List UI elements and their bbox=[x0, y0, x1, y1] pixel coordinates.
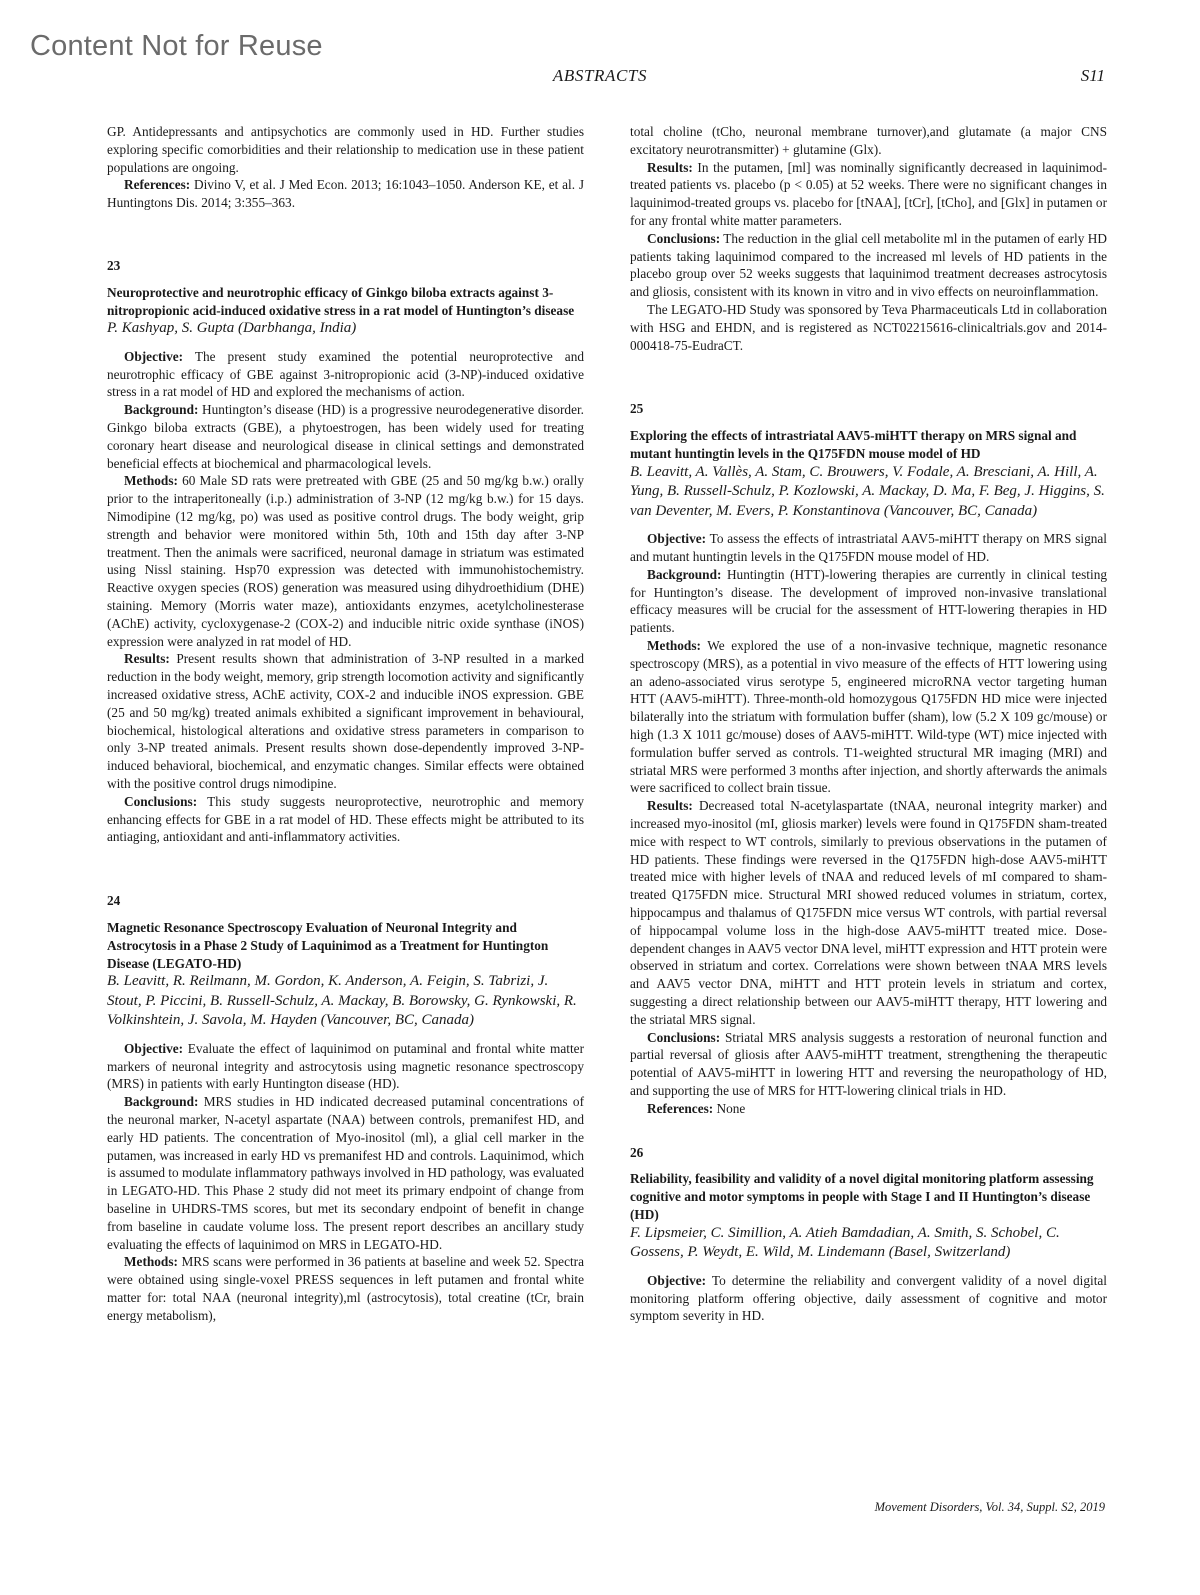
methods-paragraph bbox=[107, 1253, 584, 1324]
conclusions-text: The reduction in the glial cell metabolite ml in the putamen of early HD patients taking laquinimod compared to the increased ml levels of HD patients in the placebo group over 52 weeks suggests that laquinimod treatment decreases astrocytosis and gliosis, consistent with its known in vitro and in vivo effects on neuroinflammation. bbox=[630, 230, 1107, 300]
methods-label: Methods: bbox=[647, 638, 701, 654]
results-label: Results: bbox=[124, 651, 170, 667]
objective-text: The present study examined the potential neuroprotective and neurotrophic efficacy of GBE against 3-nitropropionic acid (3-NP)-induced oxidative stress in a rat model of HD and explored the mechanisms of action. bbox=[107, 348, 584, 400]
objective-paragraph bbox=[630, 1272, 1107, 1325]
background-label: Background: bbox=[124, 1094, 199, 1110]
objective-paragraph bbox=[107, 348, 584, 401]
references-text: None bbox=[713, 1100, 746, 1116]
abstract-number: 26 bbox=[630, 1144, 644, 1160]
background-text: Huntington’s disease (HD) is a progressive neurodegenerative disorder. Ginkgo biloba extracts (GBE), a phytoestrogen, has been widely used for treating coronary heart disease and neurological disease in clinical settings and demonstrated beneficial effects at biochemical and pharmacological levels. bbox=[107, 402, 584, 471]
background-paragraph bbox=[630, 566, 1107, 637]
conclusions-label: Conclusions: bbox=[124, 793, 198, 809]
abstract-title: Neuroprotective and neurotrophic efficacy of Ginkgo biloba extracts against 3-nitropropionic acid-induced oxidative stress in a rat model of Huntington’s disease bbox=[107, 284, 575, 318]
results-text: Present results shown that administration of 3-NP resulted in a marked reduction in the body weight, memory, grip strength locomotion activity and significantly increased oxidative stress, AChE activity, COX-2 and inducible iNOS expression. GBE (25 and 50 mg/kg) treated animals exhibited a significant improvement in behavioural, biochemical, histological alterations and oxidative stress parameters in comparison to only 3-NP treated animals. Present results shown dose-dependently improved 3-NP-induced behavioral, biochemical, and enzymatic changes. Similar effects were obtained with the positive control drugs nimodipine. bbox=[107, 651, 584, 791]
right-column bbox=[630, 123, 1107, 1325]
abstract-authors: B. Leavitt, A. Vallès, A. Stam, C. Brouwers, V. Fodale, A. Bresciani, A. Hill, A. Yung, B. Russell-Schulz, P. Kozlowski, A. Mackay, D. Ma, F. Beg, J. Higgins, S. van Deventer, M. Evers, P. Konstantinova (Vancouver, BC, Canada) bbox=[630, 463, 1105, 519]
methods-text: 60 Male SD rats were pretreated with GBE (25 and 50 mg/kg b.w.) orally prior to the intraperitoneally (i.p.) administration of 3-NP (12 mg/kg b.w.) for 15 days. Nimodipine (12 mg/kg, po) was used as positive control drugs. The body weight, grip strength and behavior were monitored within 5th, 10th and 15th day after 3-NP treatment. Then the animals were sacrificed, neuronal damage in striatum was estimated using Nissl staining. Hsp70 expression was detected with immunohistochemistry. Reactive oxygen species (ROS) generation was measured using dihydroethidium (DHE) staining. Memory (Morris water maze), antioxidants enzymes, acetylcholinesterase (AChE) activity, cycloxygenase-2 (COX-2) and inducible nitric oxide synthase (iNOS) expression were analyzed in rat model of HD. bbox=[107, 473, 584, 649]
conclusions-label: Conclusions: bbox=[647, 1029, 721, 1045]
objective-paragraph bbox=[107, 1040, 584, 1093]
objective-text: To determine the reliability and convergent validity of a novel digital monitoring platform offering objective, daily assessment of cognitive and motor symptom severity in HD. bbox=[630, 1272, 1107, 1324]
background-label: Background: bbox=[647, 566, 722, 582]
references-paragraph bbox=[630, 1100, 1107, 1118]
methods-paragraph bbox=[630, 637, 1107, 797]
sponsor-paragraph: The LEGATO-HD Study was sponsored by Teva Pharmaceuticals Ltd in collaboration with HSG and EHDN, and is registered as NCT02215616-clinicaltrials.gov and 2014-000418-75-EudraCT. bbox=[630, 301, 1107, 353]
methods-label: Methods: bbox=[124, 1254, 178, 1270]
abstract-number: 25 bbox=[630, 401, 644, 417]
conclusions-paragraph bbox=[630, 1029, 1107, 1100]
results-paragraph bbox=[630, 159, 1107, 230]
continued-paragraph: GP. Antidepressants and antipsychotics are commonly used in HD. Further studies exploring specific comorbidities and their relationship to medication use in these patient populations are ongoing. bbox=[107, 124, 584, 175]
abstract-title: Exploring the effects of intrastriatal AAV5-miHTT therapy on MRS signal and mutant huntingtin levels in the Q175FDN mouse model of HD bbox=[630, 428, 1077, 461]
conclusions-paragraph bbox=[630, 230, 1107, 301]
objective-text: Evaluate the effect of laquinimod on putaminal and frontal white matter markers of neuronal integrity and astrocytosis using magnetic resonance spectroscopy (MRS) in patients with early Huntington disease (HD). bbox=[107, 1040, 584, 1092]
running-header: ABSTRACTS bbox=[552, 66, 648, 85]
references-text: Divino V, et al. J Med Econ. 2013; 16:1043–1050. Anderson KE, et al. J Huntingtons Dis. 2014; 3:355–363. bbox=[107, 177, 584, 211]
objective-label: Objective: bbox=[124, 1040, 184, 1056]
references-label: References: bbox=[124, 177, 191, 193]
objective-label: Objective: bbox=[647, 531, 707, 547]
results-label: Results: bbox=[647, 159, 693, 175]
methods-text: We explored the use of a non-invasive technique, magnetic resonance spectroscopy (MRS), as a potential in vivo measure of the effects of HTT lowering using an adeno-associated virus serotype 5, engineered microRNA vector targeting human HTT (AAV5-miHTT). Three-month-old homozygous Q175FDN HD mice were injected bilaterally into the striatum with formulation buffer (sham), low (5.2 X 109 gc/mouse) or high (1.3 X 1011 gc/mouse) doses of AAV5-miHTT. Wild-type (WT) mice injected with formulation buffer served as controls. T1-weighted structural MR imaging (MRI) and striatal MRS were performed 3 months after injection, and shortly afterwards the animals were sacrificed to collect brain tissue. bbox=[630, 638, 1107, 796]
conclusions-text: This study suggests neuroprotective, neurotrophic and memory enhancing effects for GBE in a rat model of HD. These effects might be attributed to its antiaging, antioxidant and anti-inflammatory activities. bbox=[107, 793, 584, 845]
watermark: Content Not for Reuse bbox=[30, 30, 323, 62]
background-text: Huntingtin (HTT)-lowering therapies are currently in clinical testing for Huntington’s disease. The development of improved non-invasive translational efficacy measures will be crucial for the assessment of HTT-lowering therapies in HD patients. bbox=[630, 566, 1107, 636]
methods-label: Methods: bbox=[124, 473, 178, 489]
abstract-authors: P. Kashyap, S. Gupta (Darbhanga, India) bbox=[107, 320, 357, 337]
continued-references bbox=[107, 176, 584, 212]
results-label: Results: bbox=[647, 798, 693, 814]
abstract-number: 24 bbox=[107, 893, 121, 909]
results-text: In the putamen, [ml] was nominally significantly decreased in laquinimod-treated patients vs. placebo (p < 0.05) at 52 weeks. There were no significant changes in laquinimod-treated groups vs. placebo for [tNAA], [tCr], [tCho], and [Glx] in putamen or for any frontal white matter parameters. bbox=[630, 159, 1107, 228]
objective-text: To assess the effects of intrastriatal AAV5-miHTT therapy on MRS signal and mutant huntingtin levels in the Q175FDN mouse model of HD. bbox=[630, 531, 1107, 565]
objective-paragraph bbox=[630, 530, 1107, 566]
abstract-authors: B. Leavitt, R. Reilmann, M. Gordon, K. Anderson, A. Feigin, S. Tabrizi, J. Stout, P. Piccini, B. Russell-Schulz, A. Mackay, B. Borowsky, G. Rynkowski, R. Volkinshtein, J. Savola, M. Hayden (Vancouver, BC, Canada) bbox=[107, 973, 577, 1029]
page-number: S11 bbox=[1080, 66, 1105, 85]
background-paragraph bbox=[107, 1093, 584, 1253]
methods-paragraph bbox=[107, 472, 584, 650]
results-text: Decreased total N-acetylaspartate (tNAA, neuronal integrity marker) and increased myo-inositol (mI, gliosis marker) levels were found in Q175FDN sham-treated mice with respect to WT controls, similarly to previous observations in the putamen of HD patients. These findings were reversed in the Q175FDN high-dose AAV5-miHTT treated mice with higher levels of tNAA and reduced levels of mI compared to sham-treated Q175FDN mice. Structural MRI showed reduced volumes in striatum, cortex, hippocampus and thalamus of Q175FDN mice versus WT controls, with partial reversal of hippocampal volume loss in the high-dose AAV5-miHTT treated mice. Dose-dependent changes in AAV5 vector DNA level, miHTT expression and HTT protein were observed in striatum and cortex. Correlations were shown between tNAA MRS levels and AAV5 vector DNA, miHTT and HTT protein levels in striatum and cortex, suggesting a direct relationship between our AAV5-miHTT therapy, HTT lowering and the striatal MRS signal. bbox=[630, 798, 1107, 1027]
objective-label: Objective: bbox=[124, 348, 184, 364]
background-label: Background: bbox=[124, 402, 199, 418]
methods-text: MRS scans were performed in 36 patients at baseline and week 52. Spectra were obtained using single-voxel PRESS sequences in left putamen and frontal white matter for: total NAA (neuronal integrity),ml (astrocytosis), total creatine (tCr, brain energy metabolism), bbox=[107, 1254, 584, 1323]
objective-label: Objective: bbox=[647, 1272, 707, 1288]
conclusions-text: Striatal MRS analysis suggests a restoration of neuronal function and partial reversal of gliosis after AAV5-miHTT treatment, strengthening the therapeutic potential of AAV5-miHTT in lowering HTT and reversing the neuropathology of HD, and supporting the use of MRS for HTT-lowering clinical trials in HD. bbox=[630, 1029, 1107, 1098]
continued-paragraph: total choline (tCho, neuronal membrane turnover),and glutamate (a major CNS excitatory neurotransmitter) + glutamine (Glx). bbox=[630, 124, 1107, 157]
abstract-authors: F. Lipsmeier, C. Simillion, A. Atieh Bamdadian, A. Smith, S. Schobel, C. Gossens, P. Weydt, E. Wild, M. Lindemann (Basel, Switzerland) bbox=[630, 1224, 1060, 1261]
abstract-title: Magnetic Resonance Spectroscopy Evaluation of Neuronal Integrity and Astrocytosis in a Phase 2 Study of Laquinimod as a Treatment for Huntington Disease (LEGATO-HD) bbox=[107, 919, 549, 971]
conclusions-paragraph bbox=[107, 793, 584, 846]
references-label: References: bbox=[647, 1100, 714, 1116]
left-column bbox=[107, 123, 584, 1325]
conclusions-label: Conclusions: bbox=[647, 230, 721, 246]
journal-footer: Movement Disorders, Vol. 34, Suppl. S2, 2019 bbox=[874, 1500, 1105, 1514]
background-paragraph bbox=[107, 401, 584, 472]
background-text: MRS studies in HD indicated decreased putaminal concentrations of the neuronal marker, N-acetyl aspartate (NAA) between controls, premanifest HD, and early HD patients. The concentration of Myo-inositol (ml), a glial cell marker in the putamen, was increased in early HD vs premanifest HD and controls. Laquinimod, which is assumed to modulate inflammatory pathways involved in HD pathology, was evaluated in LEGATO-HD. This Phase 2 study did not meet its primary endpoint of change from baseline in UHDRS-TMS scores, but met its secondary endpoint of benefit in change from baseline in caudate volume loss. The present report describes an ancillary study evaluating the effects of laquinimod on MRS in LEGATO-HD. bbox=[107, 1094, 584, 1252]
abstract-title: Reliability, feasibility and validity of a novel digital monitoring platform assessing cognitive and motor symptoms in people with Stage I and II Huntington’s disease (HD) bbox=[630, 1171, 1094, 1222]
abstract-number: 23 bbox=[107, 257, 121, 273]
results-paragraph bbox=[107, 650, 584, 792]
results-paragraph bbox=[630, 797, 1107, 1028]
